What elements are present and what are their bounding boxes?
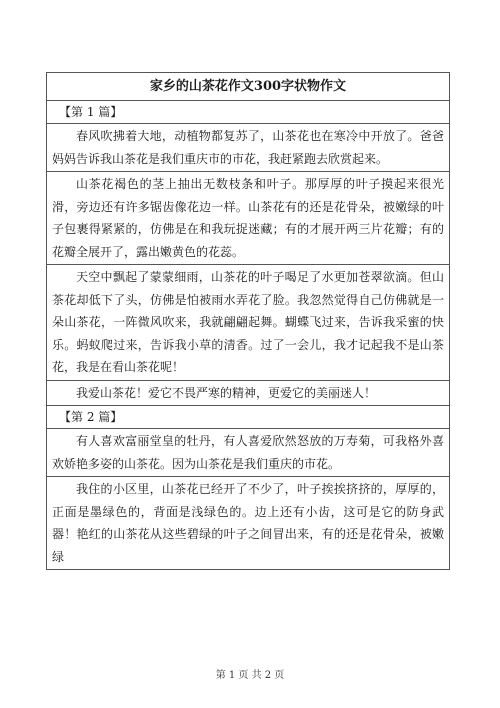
paragraph-row [47, 477, 450, 570]
paragraph: 天空中飘起了蒙蒙细雨，山茶花的叶子喝足了水更加苍翠欲滴。但山茶花却低下了头，仿佛是怕被雨水弄花了脸。我忽然觉得自己仿佛就是一朵山茶花，一阵微风吹来，我就翩翩起舞。蝴蝶飞过来，告诉我采蜜的快乐。蚂蚁爬过来，告诉我小草的清香。过了一会儿，我才记起我不是山茶花，我是在看山茶花呢！ [47, 265, 450, 381]
document-title: 家乡的山茶花作文300字状物作文 [47, 73, 450, 101]
paragraph: 山茶花褐色的茎上抽出无数枝条和叶子。那厚厚的叶子摸起来很光滑，旁边还有许多锯齿像花边一样。山茶花有的还是花骨朵，被嫩绿的叶子包裹得紧紧的，仿佛是在和我玩捉迷藏；有的才展开两三片花瓣；有的花瓣全展开了，露出嫩黄色的花蕊。 [47, 172, 450, 265]
paragraph-row [47, 172, 450, 265]
section-header: 【第 1 篇】 [47, 101, 450, 124]
section-header: 【第 2 篇】 [47, 406, 450, 429]
paragraph: 有人喜欢富丽堂皇的牡丹，有人喜爱欣然怒放的万寿菊，可我格外喜欢娇艳多姿的山茶花。因为山茶花是我们重庆的市花。 [47, 429, 450, 477]
paragraph-row [47, 429, 450, 477]
essay-table [46, 72, 450, 570]
paragraph: 我住的小区里，山茶花已经开了不少了，叶子挨挨挤挤的，厚厚的，正面是墨绿色的，背面是浅绿色的。边上还有小齿，这可是它的防身武器！艳红的山茶花从这些碧绿的叶子之间冒出来，有的还是花骨朵，被嫩绿 [47, 477, 450, 570]
paragraph-row [47, 265, 450, 381]
paragraph-row [47, 124, 450, 172]
paragraph: 春风吹拂着大地，动植物都复苏了，山茶花也在寒冷中开放了。爸爸妈妈告诉我山茶花是我们重庆市的市花，我赶紧跑去欣赏起来。 [47, 124, 450, 172]
essay-rows [47, 73, 450, 570]
paragraph: 我爱山茶花！爱它不畏严寒的精神，更爱它的美丽迷人！ [47, 380, 450, 406]
section-header-row [47, 101, 450, 124]
title-row [47, 73, 450, 101]
section-header-row [47, 406, 450, 429]
paragraph-row [47, 380, 450, 406]
page-footer: 第 1 页 共 2 页 [215, 670, 285, 681]
